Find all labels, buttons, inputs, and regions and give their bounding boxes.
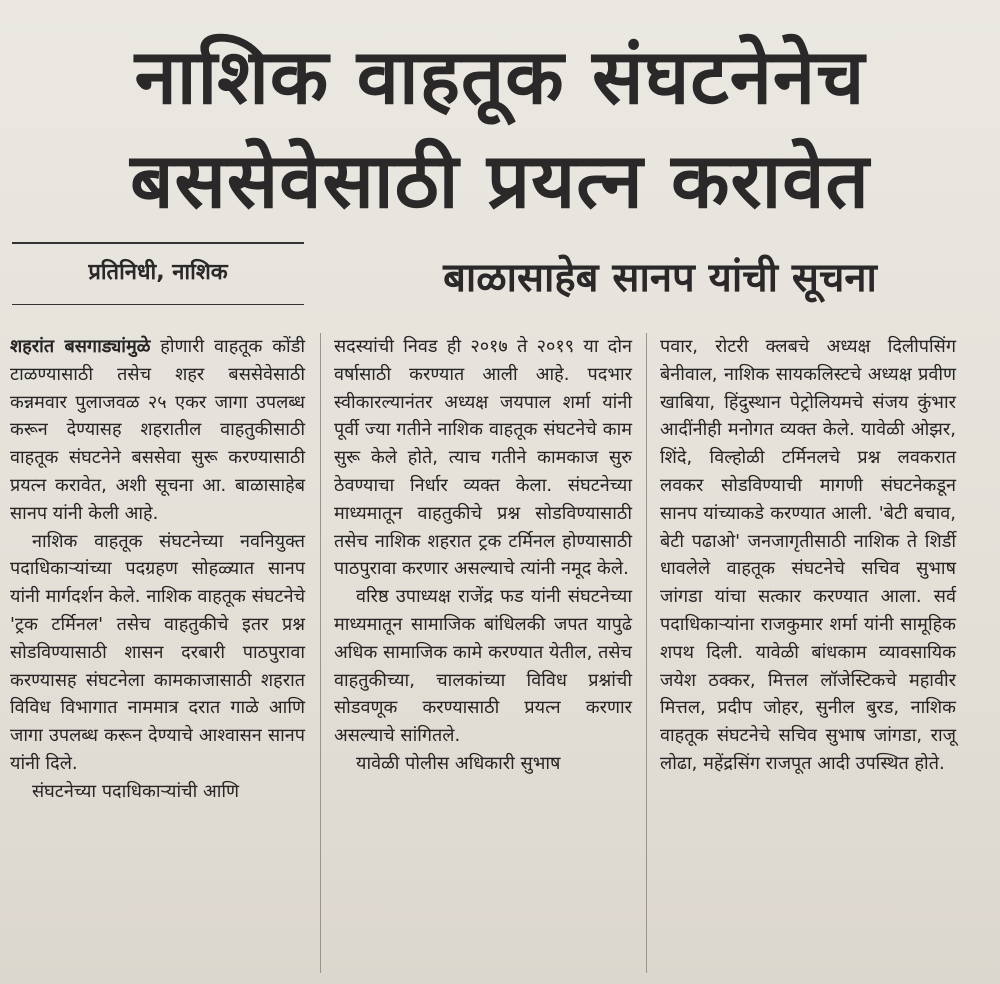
byline-bottom-rule	[12, 304, 304, 305]
byline-top-rule	[12, 242, 304, 244]
column-2-paragraph-2: वरिष्ठ उपाध्यक्ष राजेंद्र फड यांनी संघटनेच्या माध्यमातून सामाजिक बांधिलकी जपत यापुढे अधिक सामाजिक कामे करण्यात येतील, तसेच वाहतुकीच्या, चालकांच्या विविध प्रश्नांची सोडवणूक करण्यासाठी प्रयत्न करणार असल्याचे सांगितले.	[334, 586, 632, 747]
column-divider-2	[646, 333, 647, 973]
column-1-paragraph-2: नाशिक वाहतूक संघटनेच्या नवनियुक्त पदाधिकाऱ्यांच्या पदग्रहण सोहळ्यात सानप यांनी मार्गदर्शन केले. नाशिक वाहतूक संघटनेचे 'ट्रक टर्मिनल' तसेच वाहतुकीचे इतर प्रश्न सोडविण्यासाठी शासन दरबारी पाठपुरावा करण्यासह संघटनेला कामकाजासाठी शहरात विविध विभागात नाममात्र दरात गाळे आणि जागा उपलब्ध करून देण्याचे आश्वासन सानप यांनी दिले.	[10, 530, 305, 774]
article-column-1	[10, 333, 305, 806]
article-column-2	[334, 333, 632, 778]
column-1-paragraph-1-text: होणारी वाहतूक कोंडी टाळण्यासाठी तसेच शहर बससेवेसाठी कन्नमवार पुलाजवळ २५ एकर जागा उपलब्ध करून देण्यासह शहरातील वाहतुकीसाठी वाहतूक संघटनेने बससेवा सुरू करण्यासाठी प्रयत्न करावेत, अशी सूचना आ. बाळासाहेब सानप यांनी केली आहे.	[10, 336, 305, 524]
column-1-paragraph-3: संघटनेच्या पदाधिकाऱ्यांची आणि	[32, 780, 240, 802]
article-column-3	[660, 333, 956, 778]
column-2-paragraph-1: सदस्यांची निवड ही २०१७ ते २०१९ या दोन वर्षासाठी करण्यात आली आहे. पदभार स्वीकारल्यानंतर अध्यक्ष जयपाल शर्मा यांनी पूर्वी ज्या गतीने नाशिक वाहतूक संघटनेचे काम सुरू केले होते, त्याच गतीने कामकाज सुरु ठेवण्याचा निर्धार व्यक्त केला. संघटनेच्या माध्यमातून वाहतुकीचे प्रश्न सोडविण्यासाठी तसेच नाशिक शहरात ट्रक टर्मिनल होण्यासाठी पाठपुरावा करणार असल्याचे त्यांनी नमूद केले.	[334, 336, 632, 580]
column-1-paragraph-1	[10, 333, 305, 528]
lead-words: शहरांत बसगाड्यांमुळे	[10, 336, 151, 357]
byline: प्रतिनिधी, नाशिक	[88, 260, 228, 285]
headline-line-1: नाशिक वाहतूक संघटनेनेच	[134, 32, 866, 121]
column-divider-1	[320, 333, 321, 973]
column-2-paragraph-3: यावेळी पोलीस अधिकारी सुभाष	[356, 752, 561, 774]
column-3-paragraph-1: पवार, रोटरी क्लबचे अध्यक्ष दिलीपसिंग बेनीवाल, नाशिक सायकलिस्टचे अध्यक्ष प्रवीण खाबिया, हिंदुस्थान पेट्रोलियमचे संजय कुंभार आदींनीही मनोगत व्यक्त केले. यावेळी ओझर, शिंदे, विल्होळी टर्मिनलचे प्रश्न लवकरात लवकर सोडविण्याची मागणी संघटनेकडून सानप यांच्याकडे करण्यात आली. 'बेटी बचाव, बेटी पढाओ' जनजागृतीसाठी नाशिक ते शिर्डी धावलेले वाहतूक संघटनेचे सचिव सुभाष जांगडा यांचा सत्कार करण्यात आला. सर्व पदाधिकाऱ्यांना राजकुमार शर्मा यांनी सामूहिक शपथ दिली. यावेळी बांधकाम व्यावसायिक जयेश ठक्कर, मित्तल लॉजेस्टिकचे महावीर मित्तल, प्रदीप जोहर, सुनील बुरड, नाशिक वाहतूक संघटनेचे सचिव सुभाष जांगडा, राजू लोढा, महेंद्रसिंग राजपूत आदी उपस्थित होते.	[660, 336, 956, 774]
headline-line-2: बससेवेसाठी प्रयत्न करावेत	[130, 136, 870, 225]
subheadline: बाळासाहेब सानप यांची सूचना	[443, 255, 877, 301]
